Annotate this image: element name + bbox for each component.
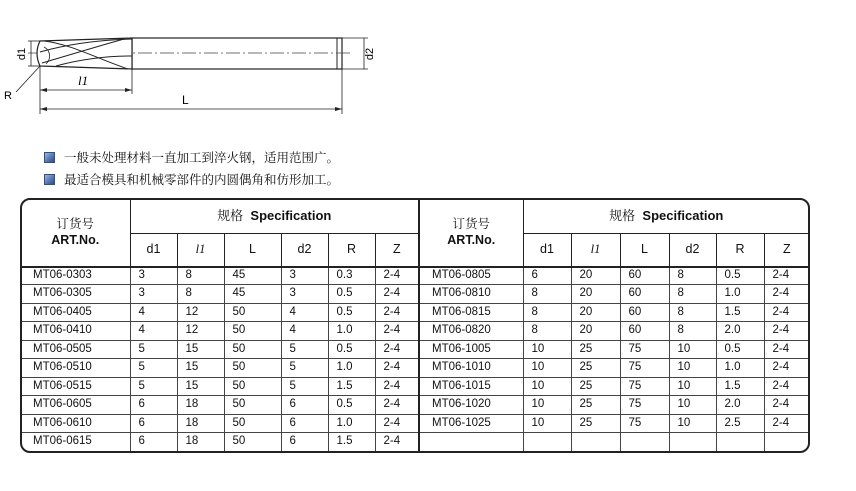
cell-art: MT06-1015 [420, 377, 523, 396]
spec-en: Specification [642, 208, 724, 224]
cell-art: MT06-0810 [420, 285, 523, 304]
cell-r: 2.5 [716, 414, 764, 433]
shank-outline [132, 38, 342, 69]
cell-l1: 20 [571, 266, 620, 285]
cell-l1: 25 [571, 377, 620, 396]
cell-l1: 12 [177, 303, 224, 322]
cell-d2: 5 [281, 340, 328, 359]
col-header-L: L [224, 233, 281, 266]
cell-d1: 8 [523, 303, 571, 322]
cell-r: 1.5 [328, 377, 375, 396]
cell-l1: 15 [177, 359, 224, 378]
table-row [21, 322, 418, 341]
cell-l1: 18 [177, 396, 224, 415]
note-item [44, 146, 339, 168]
bullet-square-icon [44, 152, 55, 163]
note-text: 最适合模具和机械零部件的内圆偶角和仿形加工。 [64, 172, 340, 187]
table-row [21, 285, 418, 304]
cell-r: 2.0 [716, 396, 764, 415]
table-row [420, 340, 809, 359]
cell-d1: 5 [130, 340, 177, 359]
d1-label: d1 [16, 47, 28, 61]
cell-art: MT06-0410 [21, 322, 130, 341]
note-item [44, 168, 339, 190]
cell-d1: 8 [523, 322, 571, 341]
table-row [420, 303, 809, 322]
cell-d2: 8 [669, 322, 716, 341]
table-row [420, 359, 809, 378]
cell-d2: 4 [281, 303, 328, 322]
cell-z: 2-4 [375, 266, 418, 285]
order-no-en: ART.No. [51, 233, 100, 248]
cell-l: 45 [224, 266, 281, 285]
table-divider [418, 199, 420, 452]
cell-z: 2-4 [764, 414, 809, 433]
cell-d2 [669, 433, 716, 452]
cell-d2: 10 [669, 340, 716, 359]
cell-l: 75 [620, 359, 669, 378]
col-header-d1: d1 [523, 233, 571, 266]
cell-art: MT06-0805 [420, 266, 523, 285]
cell-l: 50 [224, 414, 281, 433]
cell-l1: 20 [571, 303, 620, 322]
col-header-Z: Z [392, 242, 401, 257]
table-row [21, 396, 418, 415]
cell-d2: 3 [281, 266, 328, 285]
cell-d1: 5 [130, 359, 177, 378]
cell-l: 60 [620, 303, 669, 322]
cell-l: 50 [224, 303, 281, 322]
col-header-l1: l1 [177, 233, 224, 266]
col-header-d1: d1 [130, 233, 177, 266]
table-row [420, 414, 809, 433]
L-arrow-right [335, 107, 342, 111]
cell-z: 2-4 [375, 377, 418, 396]
cell-d1: 10 [523, 340, 571, 359]
spec-header [523, 199, 809, 233]
cell-art: MT06-0605 [21, 396, 130, 415]
cell-z: 2-4 [375, 396, 418, 415]
table-row [420, 322, 809, 341]
cell-l1: 25 [571, 414, 620, 433]
col-header-d2: d2 [281, 233, 328, 266]
cell-l1: 25 [571, 396, 620, 415]
cell-d1: 6 [130, 396, 177, 415]
note-text: 一般未处理材料一直加工到淬火钢，适用范围广。 [64, 150, 340, 165]
cell-z: 2-4 [764, 396, 809, 415]
bullet-square-icon [44, 174, 55, 185]
cell-z: 2-4 [375, 285, 418, 304]
cell-art [420, 433, 523, 452]
cell-art: MT06-1025 [420, 414, 523, 433]
spec-en: Specification [250, 208, 332, 224]
order-no-en: ART.No. [447, 233, 496, 248]
cell-z: 2-4 [375, 433, 418, 452]
cell-art: MT06-1010 [420, 359, 523, 378]
cell-art: MT06-0515 [21, 377, 130, 396]
cell-d2: 5 [281, 377, 328, 396]
spec-table-left [21, 199, 418, 451]
table-row [21, 266, 418, 285]
cell-r: 1.5 [328, 433, 375, 452]
cell-l1: 12 [177, 322, 224, 341]
cell-z [764, 433, 809, 452]
cell-r: 0.5 [328, 340, 375, 359]
table-row [420, 396, 809, 415]
cell-l1: 8 [177, 266, 224, 285]
cell-l1: 15 [177, 340, 224, 359]
d2-label: d2 [364, 47, 376, 61]
table-row [420, 433, 809, 452]
cell-r: 1.0 [716, 285, 764, 304]
cell-l: 45 [224, 285, 281, 304]
order-no-cn: 订货号 [452, 216, 490, 231]
spec-header [130, 199, 418, 233]
cell-l: 75 [620, 396, 669, 415]
cell-art: MT06-0820 [420, 322, 523, 341]
cell-d2: 4 [281, 322, 328, 341]
table-row [21, 414, 418, 433]
cell-art: MT06-0610 [21, 414, 130, 433]
cell-z: 2-4 [764, 322, 809, 341]
table-row [420, 266, 809, 285]
cell-d2: 10 [669, 359, 716, 378]
cell-d1: 8 [523, 285, 571, 304]
cell-d2: 8 [669, 266, 716, 285]
cell-z: 2-4 [375, 359, 418, 378]
cell-l1: 20 [571, 322, 620, 341]
l1-arrow-right [125, 88, 132, 92]
table-row [21, 303, 418, 322]
end-mill-drawing [0, 0, 420, 135]
cell-d2: 6 [281, 396, 328, 415]
col-header-d2: d2 [669, 233, 716, 266]
cell-d1: 10 [523, 396, 571, 415]
cell-r: 0.5 [716, 340, 764, 359]
cell-d1: 10 [523, 414, 571, 433]
cell-d2: 5 [281, 359, 328, 378]
cell-d1: 4 [130, 322, 177, 341]
cell-d1: 5 [130, 377, 177, 396]
cell-art: MT06-0303 [21, 266, 130, 285]
cell-art: MT06-0305 [21, 285, 130, 304]
cell-art: MT06-0815 [420, 303, 523, 322]
order-no-header [420, 199, 523, 266]
table-row [420, 285, 809, 304]
cell-z: 2-4 [375, 322, 418, 341]
cell-d1: 3 [130, 285, 177, 304]
cell-r: 1.0 [328, 359, 375, 378]
cell-r: 0.5 [716, 266, 764, 285]
order-no-cn: 订货号 [56, 216, 94, 231]
col-header-Z: Z [782, 242, 791, 257]
cell-l: 50 [224, 377, 281, 396]
cell-l1: 25 [571, 340, 620, 359]
cell-art: MT06-0405 [21, 303, 130, 322]
cell-l: 50 [224, 396, 281, 415]
cell-l [620, 433, 669, 452]
table-row [21, 433, 418, 452]
cell-l: 50 [224, 359, 281, 378]
cell-l1 [571, 433, 620, 452]
col-header-R: R [328, 233, 375, 266]
l1-label: l1 [78, 73, 89, 88]
cell-z: 2-4 [764, 377, 809, 396]
cell-d2: 6 [281, 414, 328, 433]
cell-z: 2-4 [764, 266, 809, 285]
table-row [21, 359, 418, 378]
cell-d2: 10 [669, 377, 716, 396]
cell-art: MT06-0505 [21, 340, 130, 359]
cell-l1: 18 [177, 433, 224, 452]
cell-art: MT06-0615 [21, 433, 130, 452]
cell-r: 0.5 [328, 285, 375, 304]
cell-z: 2-4 [764, 359, 809, 378]
cell-d1: 6 [523, 266, 571, 285]
cell-l: 60 [620, 322, 669, 341]
cell-r: 1.5 [716, 303, 764, 322]
cell-l1: 8 [177, 285, 224, 304]
cell-d2: 6 [281, 433, 328, 452]
cell-d1: 10 [523, 359, 571, 378]
table-row [420, 377, 809, 396]
cell-d2: 8 [669, 285, 716, 304]
cell-z: 2-4 [764, 303, 809, 322]
cell-d1 [523, 433, 571, 452]
cell-art: MT06-1005 [420, 340, 523, 359]
cell-l: 50 [224, 322, 281, 341]
cell-z: 2-4 [764, 285, 809, 304]
spec-cn: 规格 [217, 208, 244, 224]
cell-r: 0.5 [328, 396, 375, 415]
cell-l1: 20 [571, 285, 620, 304]
cell-l: 75 [620, 340, 669, 359]
cell-r: 1.5 [716, 377, 764, 396]
r-leader [16, 66, 40, 92]
l1-arrow-left [40, 88, 47, 92]
cell-z: 2-4 [764, 340, 809, 359]
cell-d1: 4 [130, 303, 177, 322]
cell-z: 2-4 [375, 414, 418, 433]
cell-art: MT06-0510 [21, 359, 130, 378]
cell-l: 75 [620, 414, 669, 433]
header-rule [20, 266, 810, 268]
cell-z: 2-4 [375, 340, 418, 359]
col-header-l1: l1 [571, 233, 620, 266]
feature-notes [44, 146, 339, 190]
cell-l1: 18 [177, 414, 224, 433]
spec-cn: 规格 [609, 208, 636, 224]
cell-z: 2-4 [375, 303, 418, 322]
cell-r [716, 433, 764, 452]
R-label: R [4, 90, 12, 102]
cell-l: 60 [620, 285, 669, 304]
table-row [21, 340, 418, 359]
col-header-R: R [716, 233, 764, 266]
cell-d1: 10 [523, 377, 571, 396]
cell-r: 2.0 [716, 322, 764, 341]
cell-l: 60 [620, 266, 669, 285]
cell-d2: 3 [281, 285, 328, 304]
cell-r: 0.3 [328, 266, 375, 285]
L-label: L [182, 93, 189, 107]
cell-l: 50 [224, 433, 281, 452]
cell-d1: 6 [130, 414, 177, 433]
table-row [21, 377, 418, 396]
cell-l: 50 [224, 340, 281, 359]
cell-d1: 3 [130, 266, 177, 285]
cell-r: 0.5 [328, 303, 375, 322]
cell-d2: 10 [669, 396, 716, 415]
cell-l1: 25 [571, 359, 620, 378]
cell-art: MT06-1020 [420, 396, 523, 415]
cell-l: 75 [620, 377, 669, 396]
cell-l1: 15 [177, 377, 224, 396]
cell-d2: 10 [669, 414, 716, 433]
cell-d1: 6 [130, 433, 177, 452]
L-arrow-left [40, 107, 47, 111]
cell-r: 1.0 [328, 414, 375, 433]
order-no-header [21, 199, 130, 266]
cell-d2: 8 [669, 303, 716, 322]
cell-r: 1.0 [716, 359, 764, 378]
spec-table-right [420, 199, 809, 451]
col-header-L: L [620, 233, 669, 266]
cell-r: 1.0 [328, 322, 375, 341]
